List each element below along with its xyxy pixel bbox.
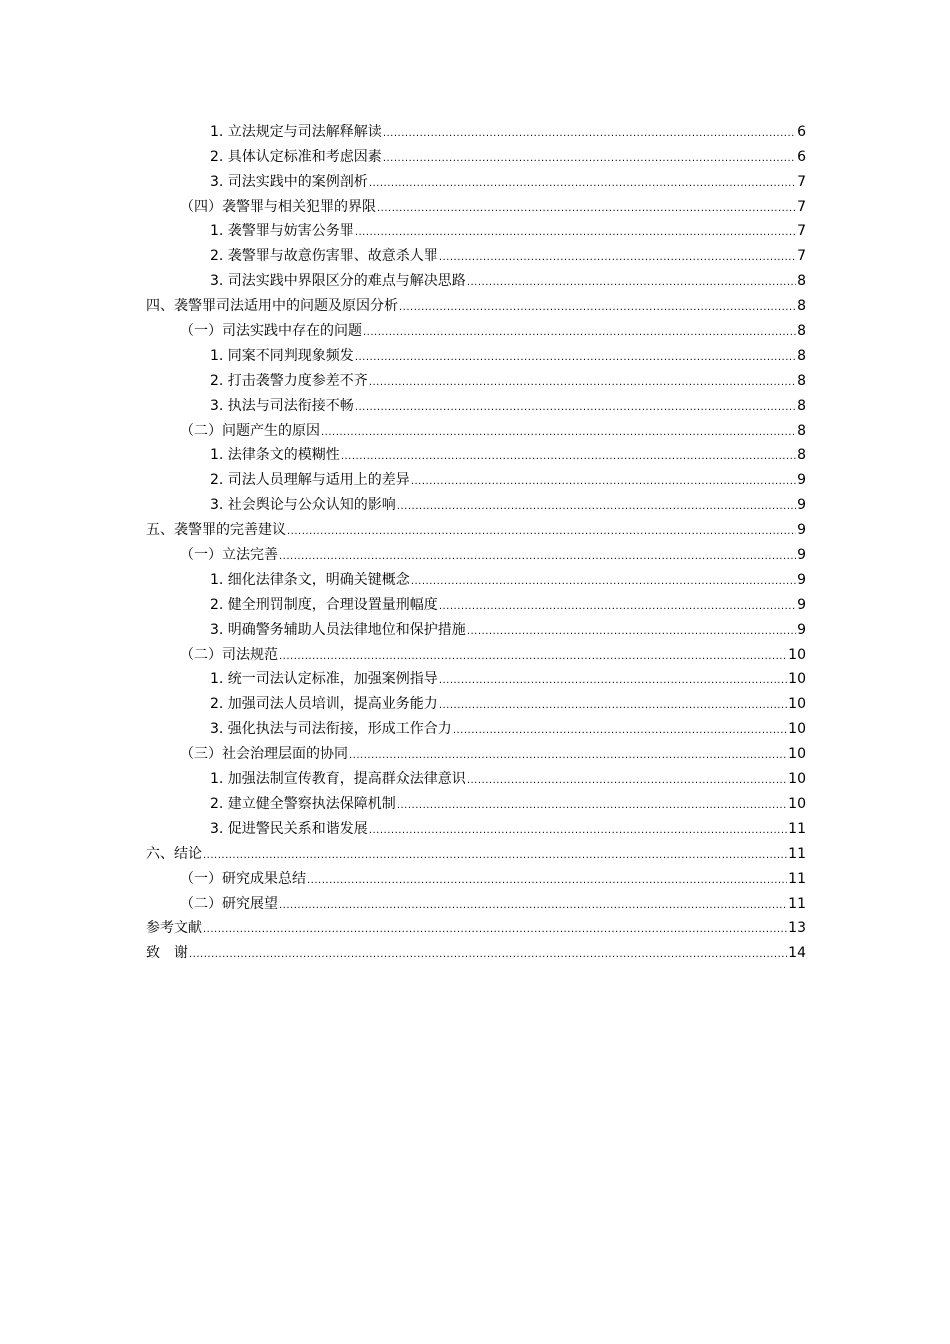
toc-entry[interactable] — [146, 141, 806, 166]
toc-entry[interactable] — [146, 888, 806, 913]
toc-entry-title: 1. 袭警罪与妨害公务罪 — [210, 223, 354, 240]
toc-dot-leader — [369, 376, 796, 390]
toc-entry-title: 1. 法律条文的模糊性 — [210, 447, 340, 464]
toc-entry[interactable] — [146, 514, 806, 539]
toc-dot-leader — [411, 475, 796, 489]
toc-entry-page-number: 9 — [797, 596, 806, 613]
toc-entry[interactable] — [146, 539, 806, 564]
toc-dot-leader — [189, 948, 787, 962]
toc-dot-leader — [341, 450, 796, 464]
toc-entry[interactable] — [146, 589, 806, 614]
toc-entry-title: 3. 司法实践中界限区分的难点与解决思路 — [210, 273, 466, 290]
toc-dot-leader — [411, 575, 796, 589]
toc-entry[interactable] — [146, 639, 806, 664]
toc-dot-leader — [369, 177, 796, 191]
toc-entry-title: 2. 加强司法人员培训，提高业务能力 — [210, 696, 438, 713]
toc-dot-leader — [467, 276, 796, 290]
toc-entry[interactable] — [146, 713, 806, 738]
toc-entry[interactable] — [146, 788, 806, 813]
toc-entry-title: 3. 促进警民关系和谐发展 — [210, 820, 368, 837]
toc-entry[interactable] — [146, 240, 806, 265]
toc-dot-leader — [363, 326, 796, 340]
toc-entry[interactable] — [146, 116, 806, 141]
table-of-contents — [146, 116, 806, 962]
toc-entry[interactable] — [146, 688, 806, 713]
toc-entry-title: 3. 执法与司法衔接不畅 — [210, 397, 354, 414]
toc-dot-leader — [355, 226, 796, 240]
toc-dot-leader — [203, 923, 787, 937]
toc-dot-leader — [355, 401, 796, 415]
toc-entry-page-number: 8 — [797, 447, 806, 464]
toc-entry-title: 2. 健全刑罚制度，合理设置量刑幅度 — [210, 596, 438, 613]
toc-entry-title: 2. 打击袭警力度参差不齐 — [210, 372, 368, 389]
toc-entry-page-number: 9 — [797, 522, 806, 539]
toc-entry[interactable] — [146, 191, 806, 216]
toc-entry-title: 1. 同案不同判现象频发 — [210, 347, 354, 364]
toc-dot-leader — [467, 625, 796, 639]
toc-entry-page-number: 10 — [788, 771, 806, 788]
toc-dot-leader — [287, 525, 796, 539]
toc-entry-page-number: 8 — [797, 273, 806, 290]
toc-entry[interactable] — [146, 489, 806, 514]
toc-entry-page-number: 7 — [797, 173, 806, 190]
toc-entry[interactable] — [146, 863, 806, 888]
toc-entry[interactable] — [146, 290, 806, 315]
toc-entry-title: 参考文献 — [146, 920, 202, 937]
toc-entry[interactable] — [146, 813, 806, 838]
toc-entry-title: 2. 建立健全警察执法保障机制 — [210, 795, 396, 812]
toc-entry[interactable] — [146, 913, 806, 938]
toc-entry[interactable] — [146, 365, 806, 390]
toc-entry[interactable] — [146, 937, 806, 962]
toc-entry[interactable] — [146, 440, 806, 465]
toc-entry-title: 1. 统一司法认定标准，加强案例指导 — [210, 671, 438, 688]
toc-dot-leader — [397, 799, 787, 813]
toc-entry[interactable] — [146, 564, 806, 589]
toc-entry-title: （二）司法规范 — [180, 646, 278, 663]
toc-entry-page-number: 7 — [797, 248, 806, 265]
toc-entry-title: 3. 明确警务辅助人员法律地位和保护措施 — [210, 621, 466, 638]
toc-entry-page-number: 11 — [788, 870, 806, 887]
toc-dot-leader — [279, 650, 787, 664]
toc-entry-title: （四）袭警罪与相关犯罪的界限 — [180, 198, 376, 215]
toc-entry[interactable] — [146, 464, 806, 489]
toc-entry-title: 六、结论 — [146, 845, 202, 862]
toc-dot-leader — [439, 251, 796, 265]
toc-dot-leader — [439, 674, 787, 688]
toc-entry-page-number: 9 — [797, 547, 806, 564]
toc-dot-leader — [307, 874, 787, 888]
toc-entry-page-number: 9 — [797, 472, 806, 489]
toc-dot-leader — [399, 301, 796, 315]
toc-entry-page-number: 7 — [797, 198, 806, 215]
toc-dot-leader — [383, 152, 796, 166]
toc-entry-title: （二）研究展望 — [180, 895, 278, 912]
toc-dot-leader — [279, 550, 796, 564]
toc-entry-page-number: 9 — [797, 497, 806, 514]
toc-entry[interactable] — [146, 763, 806, 788]
toc-entry-page-number: 10 — [788, 696, 806, 713]
toc-entry[interactable] — [146, 838, 806, 863]
toc-dot-leader — [203, 849, 787, 863]
toc-entry[interactable] — [146, 216, 806, 241]
toc-entry-page-number: 8 — [797, 298, 806, 315]
toc-entry-page-number: 10 — [788, 646, 806, 663]
toc-entry-page-number: 8 — [797, 323, 806, 340]
toc-entry-title: 2. 司法人员理解与适用上的差异 — [210, 472, 410, 489]
toc-entry-page-number: 11 — [788, 845, 806, 862]
toc-entry-title: 1. 细化法律条文，明确关键概念 — [210, 571, 410, 588]
toc-entry-page-number: 8 — [797, 347, 806, 364]
toc-entry-page-number: 11 — [788, 820, 806, 837]
toc-dot-leader — [349, 749, 787, 763]
toc-entry-title: 致 谢 — [146, 945, 188, 962]
toc-entry-page-number: 10 — [788, 671, 806, 688]
toc-entry-page-number: 11 — [788, 895, 806, 912]
toc-entry-title: 3. 强化执法与司法衔接，形成工作合力 — [210, 721, 452, 738]
toc-dot-leader — [377, 202, 796, 216]
toc-entry[interactable] — [146, 390, 806, 415]
toc-entry[interactable] — [146, 614, 806, 639]
toc-entry-page-number: 7 — [797, 223, 806, 240]
toc-entry-title: 2. 袭警罪与故意伤害罪、故意杀人罪 — [210, 248, 438, 265]
toc-entry-title: （二）问题产生的原因 — [180, 422, 320, 439]
toc-dot-leader — [369, 824, 787, 838]
toc-entry[interactable] — [146, 664, 806, 689]
toc-entry-page-number: 10 — [788, 721, 806, 738]
toc-dot-leader — [397, 500, 796, 514]
toc-entry-page-number: 8 — [797, 372, 806, 389]
toc-entry-title: （一）司法实践中存在的问题 — [180, 323, 362, 340]
toc-entry-title: 3. 社会舆论与公众认知的影响 — [210, 497, 396, 514]
toc-dot-leader — [453, 724, 787, 738]
toc-entry-page-number: 14 — [788, 945, 806, 962]
toc-entry-page-number: 6 — [797, 148, 806, 165]
toc-entry-page-number: 9 — [797, 621, 806, 638]
toc-dot-leader — [439, 600, 796, 614]
toc-entry[interactable] — [146, 265, 806, 290]
toc-entry-title: 四、袭警罪司法适用中的问题及原因分析 — [146, 298, 398, 315]
toc-dot-leader — [439, 699, 787, 713]
toc-entry-page-number: 9 — [797, 571, 806, 588]
toc-entry-page-number: 13 — [788, 920, 806, 937]
toc-dot-leader — [321, 426, 796, 440]
toc-entry-title: 2. 具体认定标准和考虑因素 — [210, 148, 382, 165]
toc-entry-title: （一）研究成果总结 — [180, 870, 306, 887]
toc-entry[interactable] — [146, 415, 806, 440]
toc-entry-title: （三）社会治理层面的协同 — [180, 746, 348, 763]
toc-entry-page-number: 8 — [797, 397, 806, 414]
toc-dot-leader — [279, 899, 787, 913]
toc-entry[interactable] — [146, 166, 806, 191]
toc-entry-title: （一）立法完善 — [180, 547, 278, 564]
toc-dot-leader — [355, 351, 796, 365]
toc-entry[interactable] — [146, 340, 806, 365]
toc-entry-page-number: 6 — [797, 123, 806, 140]
toc-entry-title: 五、袭警罪的完善建议 — [146, 522, 286, 539]
toc-entry[interactable] — [146, 315, 806, 340]
toc-dot-leader — [383, 127, 796, 141]
toc-entry[interactable] — [146, 738, 806, 763]
toc-entry-title: 3. 司法实践中的案例剖析 — [210, 173, 368, 190]
toc-entry-page-number: 10 — [788, 746, 806, 763]
toc-entry-page-number: 8 — [797, 422, 806, 439]
toc-dot-leader — [467, 774, 787, 788]
toc-entry-title: 1. 立法规定与司法解释解读 — [210, 123, 382, 140]
toc-entry-page-number: 10 — [788, 795, 806, 812]
toc-entry-title: 1. 加强法制宣传教育，提高群众法律意识 — [210, 771, 466, 788]
